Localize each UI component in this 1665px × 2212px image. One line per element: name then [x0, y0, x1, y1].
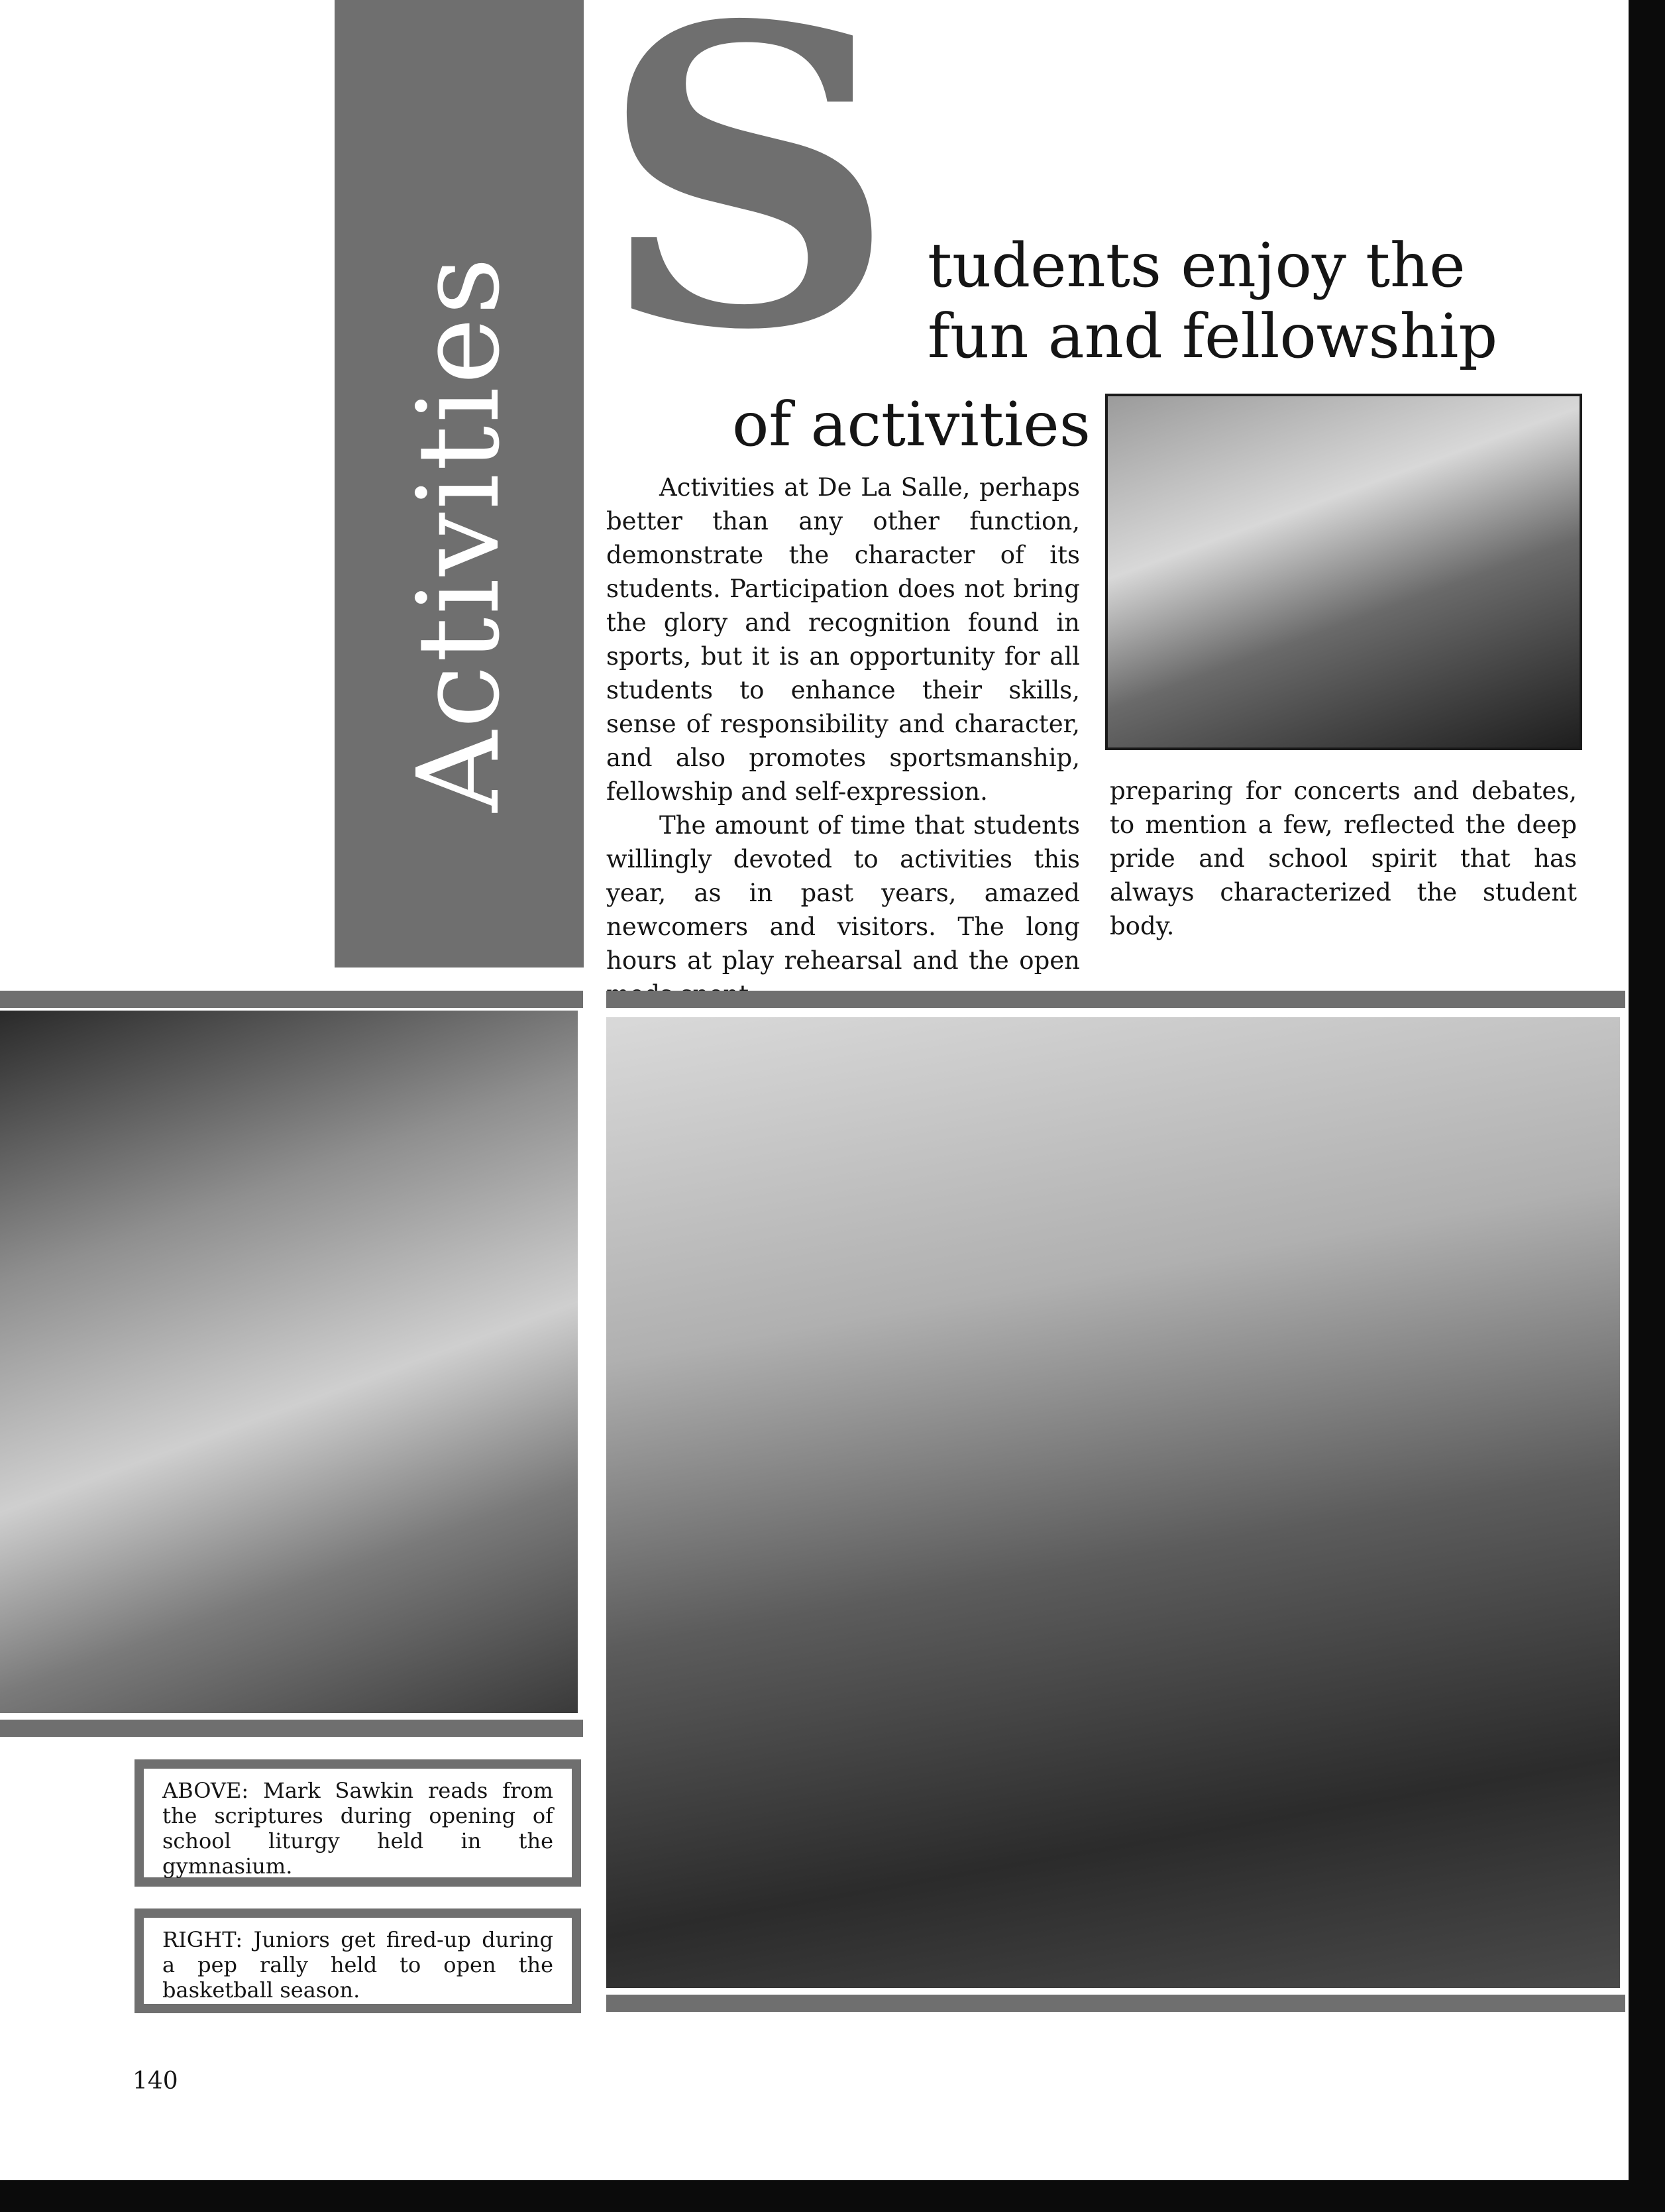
page-number: 140	[133, 2068, 178, 2095]
page-edge-bottom	[0, 2180, 1665, 2212]
divider-rule	[606, 1995, 1625, 2012]
chess-players-photo	[1105, 394, 1582, 750]
body-column-left	[606, 470, 1080, 1011]
section-title: Activities	[394, 254, 525, 812]
liturgy-reading-photo	[0, 1011, 578, 1713]
drop-cap: S	[600, 0, 896, 420]
headline-line-2: fun and fellowship	[928, 301, 1498, 372]
caption-above: ABOVE: Mark Sawkin reads from the scriptures during opening of school liturgy held in the gymnasium.	[134, 1759, 581, 1887]
body-paragraph-2-continued: preparing for concerts and debates, to mention a few, reflected the deep pride and school spirit that has always characterized the student body.	[1110, 777, 1577, 940]
divider-rule	[0, 1720, 583, 1737]
divider-rule	[606, 991, 1625, 1008]
pep-rally-photo	[606, 1017, 1620, 1988]
body-paragraph-2: The amount of time that students willingly devoted to activities this year, as in past years, amazed newcomers and visitors. The long hours at play rehearsal and the open	[606, 811, 1080, 975]
headline-line-3: of activities	[732, 389, 1091, 460]
body-paragraph-1: Activities at De La Salle, perhaps better than any other function, demonstrate the character of its students. Participation does not bring the glory and recognition found in sports, but it is an opportunity for all students to enhance their skills, sense of responsibility and character, and also promotes sportsmanship, fellowship and self-expression.	[606, 473, 1080, 806]
headline-line-1: tudents enjoy the	[928, 230, 1466, 301]
page-edge-right	[1629, 0, 1665, 2212]
body-column-right	[1110, 774, 1577, 943]
caption-right: RIGHT: Juniors get fired-up during a pep rally held to open the basketball season.	[134, 1908, 581, 2013]
divider-rule	[0, 991, 583, 1008]
